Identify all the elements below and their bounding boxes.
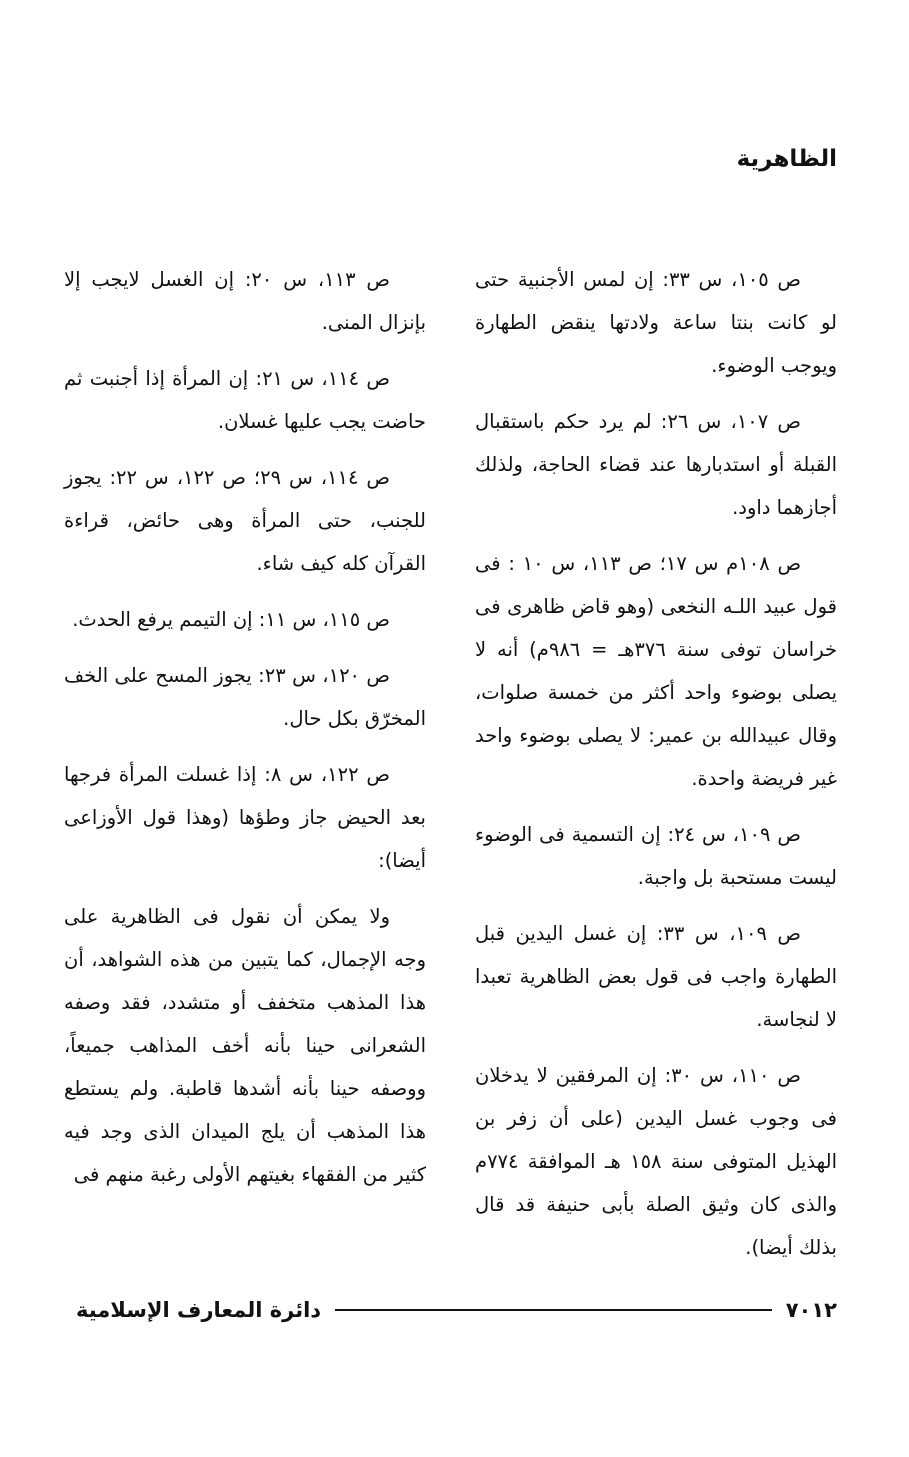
publication-name: دائرة المعارف الإسلامية — [76, 1298, 322, 1322]
paragraph: ص ١١٣، س ٢٠: إن الغسل لايجب إلا بإنزال المنى. — [64, 268, 426, 334]
paragraph: ص ١٠٩، س ٣٣: إن غسل اليدين قبل الطهارة واجب فى قول بعض الظاهرية تعبدا لا لنجاسة. — [475, 922, 837, 1031]
paragraph: ص ١٢٠، س ٢٣: يجوز المسح على الخف المخرّق بكل حال. — [64, 664, 426, 730]
paragraph: ص ١١٤، س ٢١: إن المرأة إذا أجنبت ثم حاضت يجب عليها غسلان. — [64, 367, 426, 433]
paragraph: ص ١٠٨م س ١٧؛ ص ١١٣، س ١٠ : فى قول عبيد اللـه النخعى (وهو قاض ظاهرى فى خراسان توفى سنة ٣٧٦هـ = ٩٨٦م) أنه لا يصلى بوضوء واحد أكثر من خمسة صلوات، وقال عبيدالله بن عمير: لا يصلى بوضوء واحد غير فريضة واحدة. — [475, 552, 838, 790]
running-header: الظاهرية — [736, 146, 837, 172]
footer-divider — [335, 1309, 772, 1311]
page-number: ٧٠١٢ — [785, 1298, 837, 1322]
paragraph: ص ١٠٧، س ٢٦: لم يرد حكم باستقبال القبلة أو استدبارها عند قضاء الحاجة، ولذلك أجازهما داود. — [475, 410, 837, 519]
paragraph: ص ١٠٥، س ٣٣: إن لمس الأجنبية حتى لو كانت بنتا ساعة ولادتها ينقض الطهارة ويوجب الوضوء. — [475, 268, 837, 377]
text-column-right — [475, 258, 837, 1282]
text-column-left — [64, 258, 426, 1209]
paragraph: ولا يمكن أن نقول فى الظاهرية على وجه الإجمال، كما يتبين من هذه الشواهد، أن هذا المذهب متخفف أو متشدد، فقد وصفه الشعرانى حينا بأنه أخف المذاهب جميعاً، ووصفه حينا بأنه أشدها قاطبة. ولم يستطع هذا المذهب أن يلج الميدان الذى وجد فيه كثير من الفقهاء بغيتهم الأولى رغبة منهم فى — [64, 905, 426, 1186]
paragraph: ص ١٢٢، س ٨: إذا غسلت المرأة فرجها بعد الحيض جاز وطؤها (وهذا قول الأوزاعى أيضا): — [64, 763, 426, 872]
paragraph: ص ١١٠، س ٣٠: إن المرفقين لا يدخلان فى وجوب غسل اليدين (على أن زفر بن الهذيل المتوفى سنة ١٥٨ هـ الموافقة ٧٧٤م والذى كان وثيق الصلة بأبى حنيفة قد قال بذلك أيضا). — [475, 1064, 837, 1259]
paragraph: ص ١١٥، س ١١: إن التيمم يرفع الحدث. — [72, 608, 390, 631]
paragraph: ص ١٠٩، س ٢٤: إن التسمية فى الوضوء ليست مستحبة بل واجبة. — [475, 823, 837, 889]
page-footer — [76, 1290, 837, 1330]
paragraph: ص ١١٤، س ٢٩؛ ص ١٢٢، س ٢٢: يجوز للجنب، حتى المرأة وهى حائض، قراءة القرآن كله كيف شاء. — [64, 466, 426, 575]
